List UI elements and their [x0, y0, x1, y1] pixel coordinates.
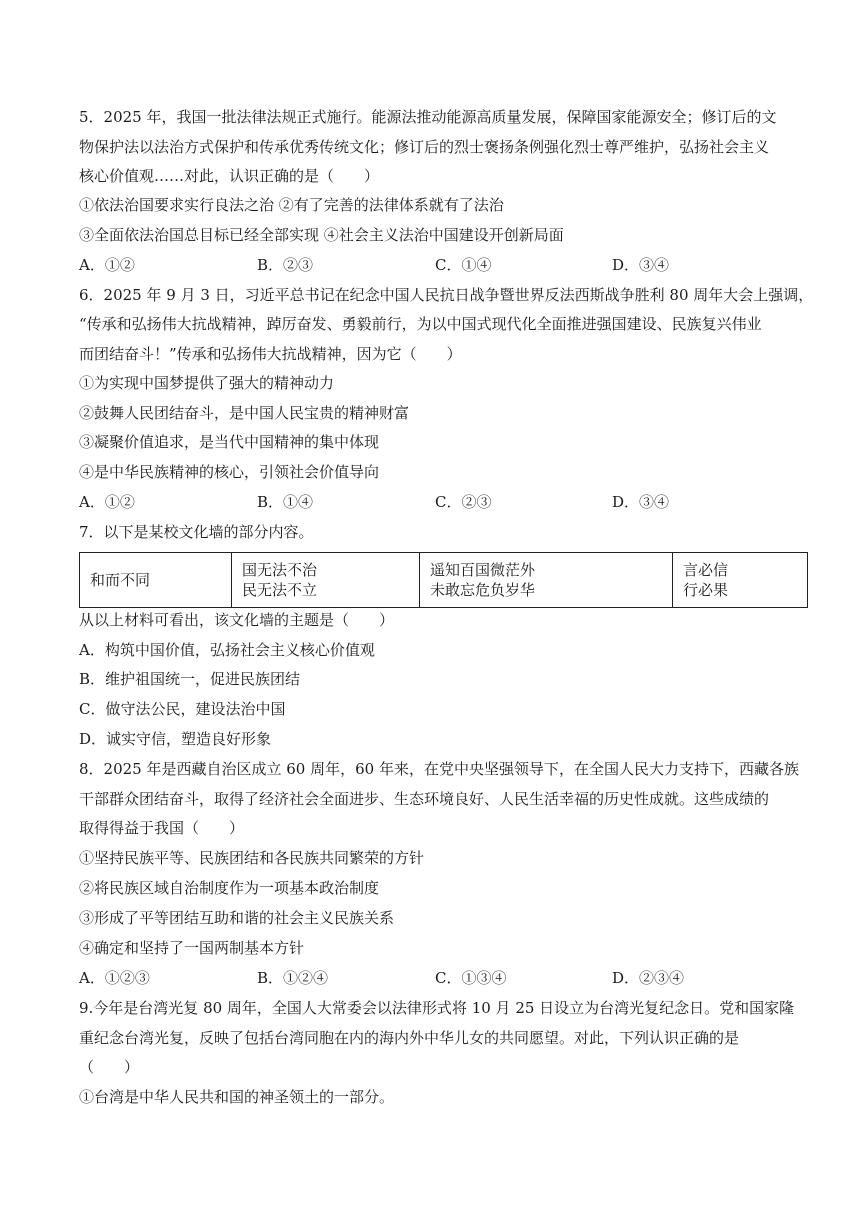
- q6-statement-1: ①为实现中国梦提供了强大的精神动力: [79, 374, 335, 392]
- q6-option-b[interactable]: B．①④: [257, 493, 314, 511]
- q7-option-c[interactable]: C．做守法公民，建设法治中国: [79, 700, 286, 718]
- cell-3-line-2: 未敢忘危负岁华: [430, 581, 536, 599]
- q5-statement-2: ③全面依法治国总目标已经全部实现 ④社会主义法治中国建设开创新局面: [79, 226, 564, 244]
- q6-line-2: “传承和弘扬伟大抗战精神，踔厉奋发、勇毅前行，为以中国式现代化全面推进强国建设、民族复兴伟业: [79, 315, 762, 333]
- q6-statement-4: ④是中华民族精神的核心，引领社会价值导向: [79, 463, 380, 481]
- q7-option-d[interactable]: D．诚实守信，塑造良好形象: [79, 730, 272, 748]
- q8-statement-1: ①坚持民族平等、民族团结和各民族共同繁荣的方针: [79, 849, 425, 867]
- q5-line-3: 核心价值观……对此，认识正确的是（ ）: [79, 167, 380, 185]
- q9-line-3: （ ）: [79, 1058, 140, 1076]
- q7-option-a[interactable]: A．构筑中国价值，弘扬社会主义核心价值观: [79, 641, 375, 659]
- table-cell-3: [420, 553, 673, 608]
- q5-line-1: 5．2025 年，我国一批法律法规正式施行。能源法推动能源高质量发展，保障国家能源安全；修订后的文: [79, 108, 777, 126]
- q5-option-d[interactable]: D．③④: [612, 256, 670, 274]
- cell-1-text: 和而不同: [90, 571, 151, 589]
- q8-option-b[interactable]: B．①②④: [257, 969, 329, 987]
- q8-line-1: 8．2025 年是西藏自治区成立 60 周年，60 年来，在党中央坚强领导下，在全国人民大力支持下，西藏各族: [79, 760, 799, 778]
- q6-options: [79, 492, 799, 512]
- q5-line-2: 物保护法以法治方式保护和传承优秀传统文化；修订后的烈士褒扬条例强化烈士尊严维护，弘扬社会主义: [79, 138, 770, 156]
- q7-intro: 7．以下是某校文化墙的部分内容。: [79, 523, 314, 541]
- q7-option-b[interactable]: B．维护祖国统一，促进民族团结: [79, 670, 301, 688]
- q9-statement-1: ①台湾是中华人民共和国的神圣领土的一部分。: [79, 1088, 395, 1106]
- culture-wall-table: [79, 552, 808, 608]
- table-cell-2: [232, 553, 420, 608]
- q8-options: [79, 968, 799, 988]
- q6-statement-2: ②鼓舞人民团结奋斗，是中国人民宝贵的精神财富: [79, 404, 410, 422]
- q6-option-d[interactable]: D．③④: [612, 493, 670, 511]
- q8-option-c[interactable]: C．①③④: [435, 969, 507, 987]
- q5-statement-1: ①依法治国要求实行良法之治 ②有了完善的法律体系就有了法治: [79, 196, 504, 214]
- q6-line-3: 而团结奋斗！”传承和弘扬伟大抗战精神，因为它（ ）: [79, 345, 462, 363]
- table-row: [80, 553, 808, 608]
- cell-2-line-1: 国无法不治: [242, 561, 318, 579]
- q6-option-a[interactable]: A．①②: [79, 493, 135, 511]
- q8-statement-4: ④确定和坚持了一国两制基本方针: [79, 939, 305, 957]
- q6-line-1: 6．2025 年 9 月 3 日，习近平总书记在纪念中国人民抗日战争暨世界反法西斯战争胜利 80 周年大会上强调，: [79, 286, 814, 304]
- cell-4-line-1: 言必信: [683, 561, 729, 579]
- q5-option-b[interactable]: B．②③: [257, 256, 314, 274]
- q9-line-1: 9.今年是台湾光复 80 周年，全国人大常委会以法律形式将 10 月 25 日设立为台湾光复纪念日。党和国家隆: [79, 999, 795, 1017]
- cell-3-line-1: 遥知百国微茫外: [430, 561, 536, 579]
- q6-option-c[interactable]: C．②③: [435, 493, 492, 511]
- q8-option-a[interactable]: A．①②③: [79, 969, 150, 987]
- q5-options: [79, 255, 799, 275]
- q6-statement-3: ③凝聚价值追求，是当代中国精神的集中体现: [79, 433, 380, 451]
- cell-4-line-2: 行必果: [683, 581, 729, 599]
- table-cell-4: [673, 553, 808, 608]
- q8-statement-3: ③形成了平等团结互助和谐的社会主义民族关系: [79, 909, 395, 927]
- cell-2-line-2: 民无法不立: [242, 581, 318, 599]
- q5-option-c[interactable]: C．①④: [435, 256, 492, 274]
- q8-statement-2: ②将民族区域自治制度作为一项基本政治制度: [79, 879, 380, 897]
- q8-line-2: 干部群众团结奋斗，取得了经济社会全面进步、生态环境良好、人民生活幸福的历史性成就。这些成绩的: [79, 790, 770, 808]
- q8-option-d[interactable]: D．②③④: [612, 969, 685, 987]
- table-cell-1: [80, 553, 232, 608]
- q8-line-3: 取得得益于我国（ ）: [79, 819, 245, 837]
- q5-option-a[interactable]: A．①②: [79, 256, 135, 274]
- q7-question: 从以上材料可看出，该文化墙的主题是（ ）: [79, 611, 395, 629]
- q9-line-2: 重纪念台湾光复，反映了包括台湾同胞在内的海内外中华儿女的共同愿望。对此，下列认识正确的是: [79, 1029, 740, 1047]
